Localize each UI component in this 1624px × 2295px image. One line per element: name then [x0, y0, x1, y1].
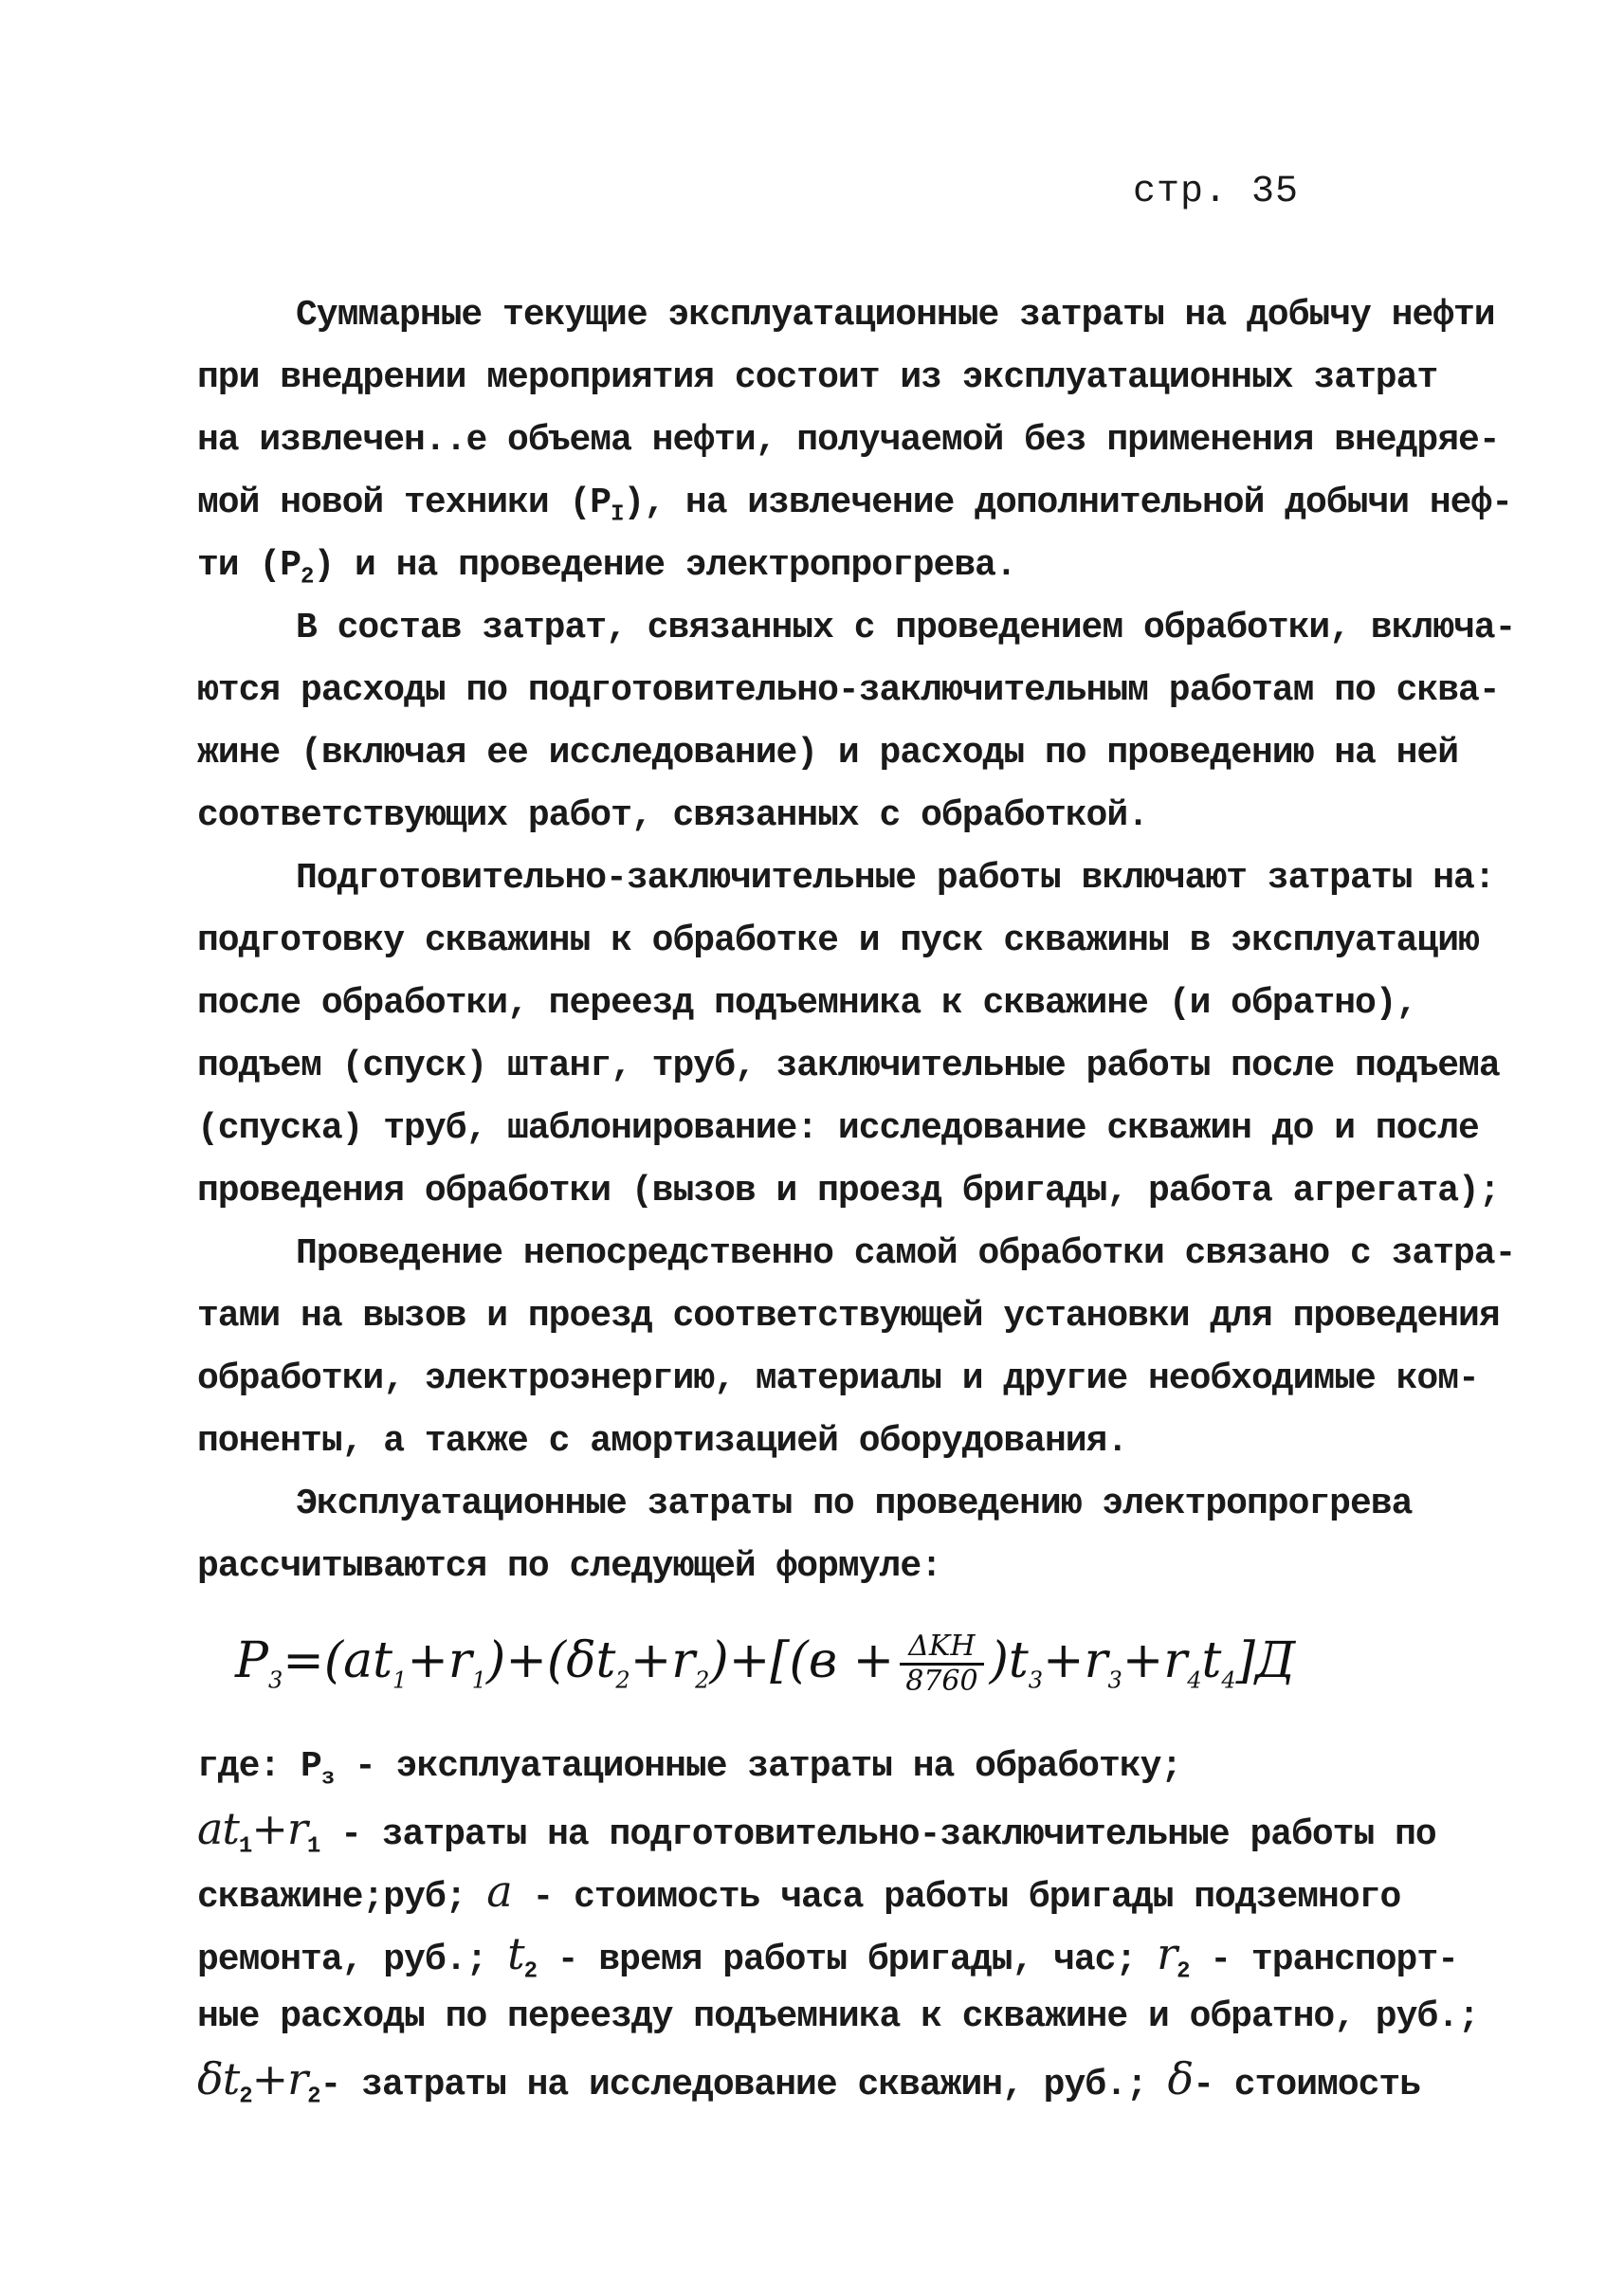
formula-subscript: 3 [1028, 1667, 1044, 1694]
formula-subscript: 2 [695, 1667, 710, 1694]
definition-line: ные расходы по переезду подъемника к скважине и обратно, руб.; [197, 1996, 1479, 2037]
text-fragment: - затраты на подготовительно-заключительные работы по [319, 1814, 1436, 1855]
definition-line [197, 2048, 1449, 2110]
text-line: на извлечен..е объема нефти, получаемой без применения внедряе- [197, 420, 1500, 461]
handwritten-symbol: δ [1167, 2053, 1194, 2104]
text-line: Подготовительно-заключительные работы включают затраты на: [296, 858, 1495, 899]
definition-line [197, 1735, 1449, 1797]
formula-subscript: 1 [392, 1667, 408, 1694]
text-fragment: - время работы бригады, час; [536, 1940, 1158, 1980]
text-line: Суммарные текущие эксплуатационные затраты на добычу нефти [296, 295, 1495, 336]
formula-subscript: 3 [268, 1667, 283, 1694]
text-line [197, 535, 1449, 597]
text-fragment: ремонта, руб.; [197, 1940, 508, 1980]
text-fragment: где: Р [197, 1746, 321, 1787]
text-line: жине (включая ее исследование) и расходы по проведению на ней [197, 733, 1459, 774]
text-fragment: мой новой техники (Р [197, 483, 611, 523]
text-line: соответствующих работ, связанных с обработкой. [197, 795, 1148, 836]
text-line: (спуска) труб, шаблонирование: исследование скважин до и после [197, 1108, 1479, 1149]
formula-symbol: +r [630, 1632, 696, 1689]
text-line: поненты, а также с амортизацией оборудования. [197, 1421, 1128, 1462]
body-text [197, 284, 1516, 1598]
subscript: 2 [301, 564, 314, 591]
formula-symbol: )t [989, 1632, 1029, 1689]
formula-symbol: +r [1122, 1632, 1188, 1689]
formula-symbol: t [1201, 1632, 1222, 1689]
definition-line [197, 1797, 1449, 1860]
text-fragment: ) и на проведение электропрогрева. [313, 545, 1016, 586]
subscript: з [320, 1765, 335, 1792]
cost-formula [235, 1630, 1295, 1698]
handwritten-symbol: +r [251, 1803, 307, 1854]
text-line: проведения обработки (вызов и проезд бригады, работа агрегата); [197, 1171, 1500, 1211]
text-line: ются расходы по подготовительно-заключительным работам по сква- [197, 670, 1500, 711]
formula-subscript: 3 [1107, 1667, 1122, 1694]
formula-symbol: +r [407, 1632, 472, 1689]
formula-symbol: =(at [283, 1632, 393, 1689]
definitions [197, 1735, 1479, 2110]
text-line: после обработки, переезд подъемника к скважине (и обратно), [197, 983, 1417, 1024]
formula-symbol: )+[(в + [709, 1632, 895, 1689]
fraction-numerator: ΔKH [900, 1630, 983, 1666]
text-fragment: - эксплуатационные затраты на обработку; [334, 1746, 1182, 1787]
text-fragment: - стоимость часа работы бригады подземного [511, 1877, 1401, 1918]
formula-subscript: 4 [1187, 1667, 1202, 1694]
fraction-denominator: 8760 [905, 1665, 978, 1698]
subscript: 2 [1177, 1958, 1190, 1985]
handwritten-symbol: t [507, 1928, 524, 1979]
handwritten-symbol: +r [251, 2053, 308, 2104]
text-line: Проведение непосредственно самой обработки связано с затра- [296, 1233, 1516, 1274]
handwritten-symbol: at [197, 1803, 239, 1854]
subscript: 2 [523, 1958, 537, 1985]
text-line [197, 472, 1513, 535]
text-line: Эксплуатационные затраты по проведению электропрогрева [296, 1484, 1413, 1524]
subscript: 2 [307, 2084, 320, 2110]
formula-subscript: 4 [1221, 1667, 1236, 1694]
text-fragment: - затраты на исследование скважин, руб.; [319, 2065, 1168, 2105]
text-line: обработки, электроэнергию, материалы и другие необходимые ком- [197, 1358, 1479, 1399]
page-number: стр. 35 [1133, 171, 1300, 213]
definition-line [197, 1922, 1458, 1985]
text-fragment: скважине;руб; [197, 1877, 487, 1918]
subscript: I [611, 501, 624, 528]
text-line: при внедрении мероприятия состоит из эксплуатационных затрат [197, 357, 1438, 398]
definition-line [197, 1860, 1449, 1922]
formula-fraction [900, 1630, 983, 1698]
handwritten-symbol: δt [197, 2053, 240, 2104]
text-line: подъем (спуск) штанг, труб, заключительные работы после подъема [197, 1046, 1500, 1086]
subscript: 1 [238, 1833, 252, 1860]
text-fragment: ), на извлечение дополнительной добычи неф- [623, 483, 1513, 523]
text-line: рассчитываются по следующей формуле: [197, 1546, 941, 1587]
formula-symbol: P [235, 1632, 268, 1689]
handwritten-symbol: r [1157, 1928, 1177, 1979]
subscript: 1 [306, 1833, 320, 1860]
text-fragment: - стоимость [1193, 2065, 1421, 2105]
formula-symbol: ]Д [1235, 1632, 1296, 1689]
formula-symbol: )+(δt [486, 1632, 616, 1689]
text-line: В состав затрат, связанных с проведением обработки, включа- [296, 608, 1516, 648]
text-fragment: - транспорт- [1189, 1940, 1458, 1980]
text-line: тами на вызов и проезд соответствующей установки для проведения [197, 1296, 1500, 1337]
text-line: подготовку скважины к обработке и пуск скважины в эксплуатацию [197, 920, 1479, 961]
text-fragment: ти (Р [197, 545, 301, 586]
formula-subscript: 1 [471, 1667, 487, 1694]
subscript: 2 [239, 2084, 252, 2110]
handwritten-symbol: a [486, 1866, 512, 1917]
formula-symbol: +r [1043, 1632, 1108, 1689]
formula-subscript: 2 [615, 1667, 630, 1694]
